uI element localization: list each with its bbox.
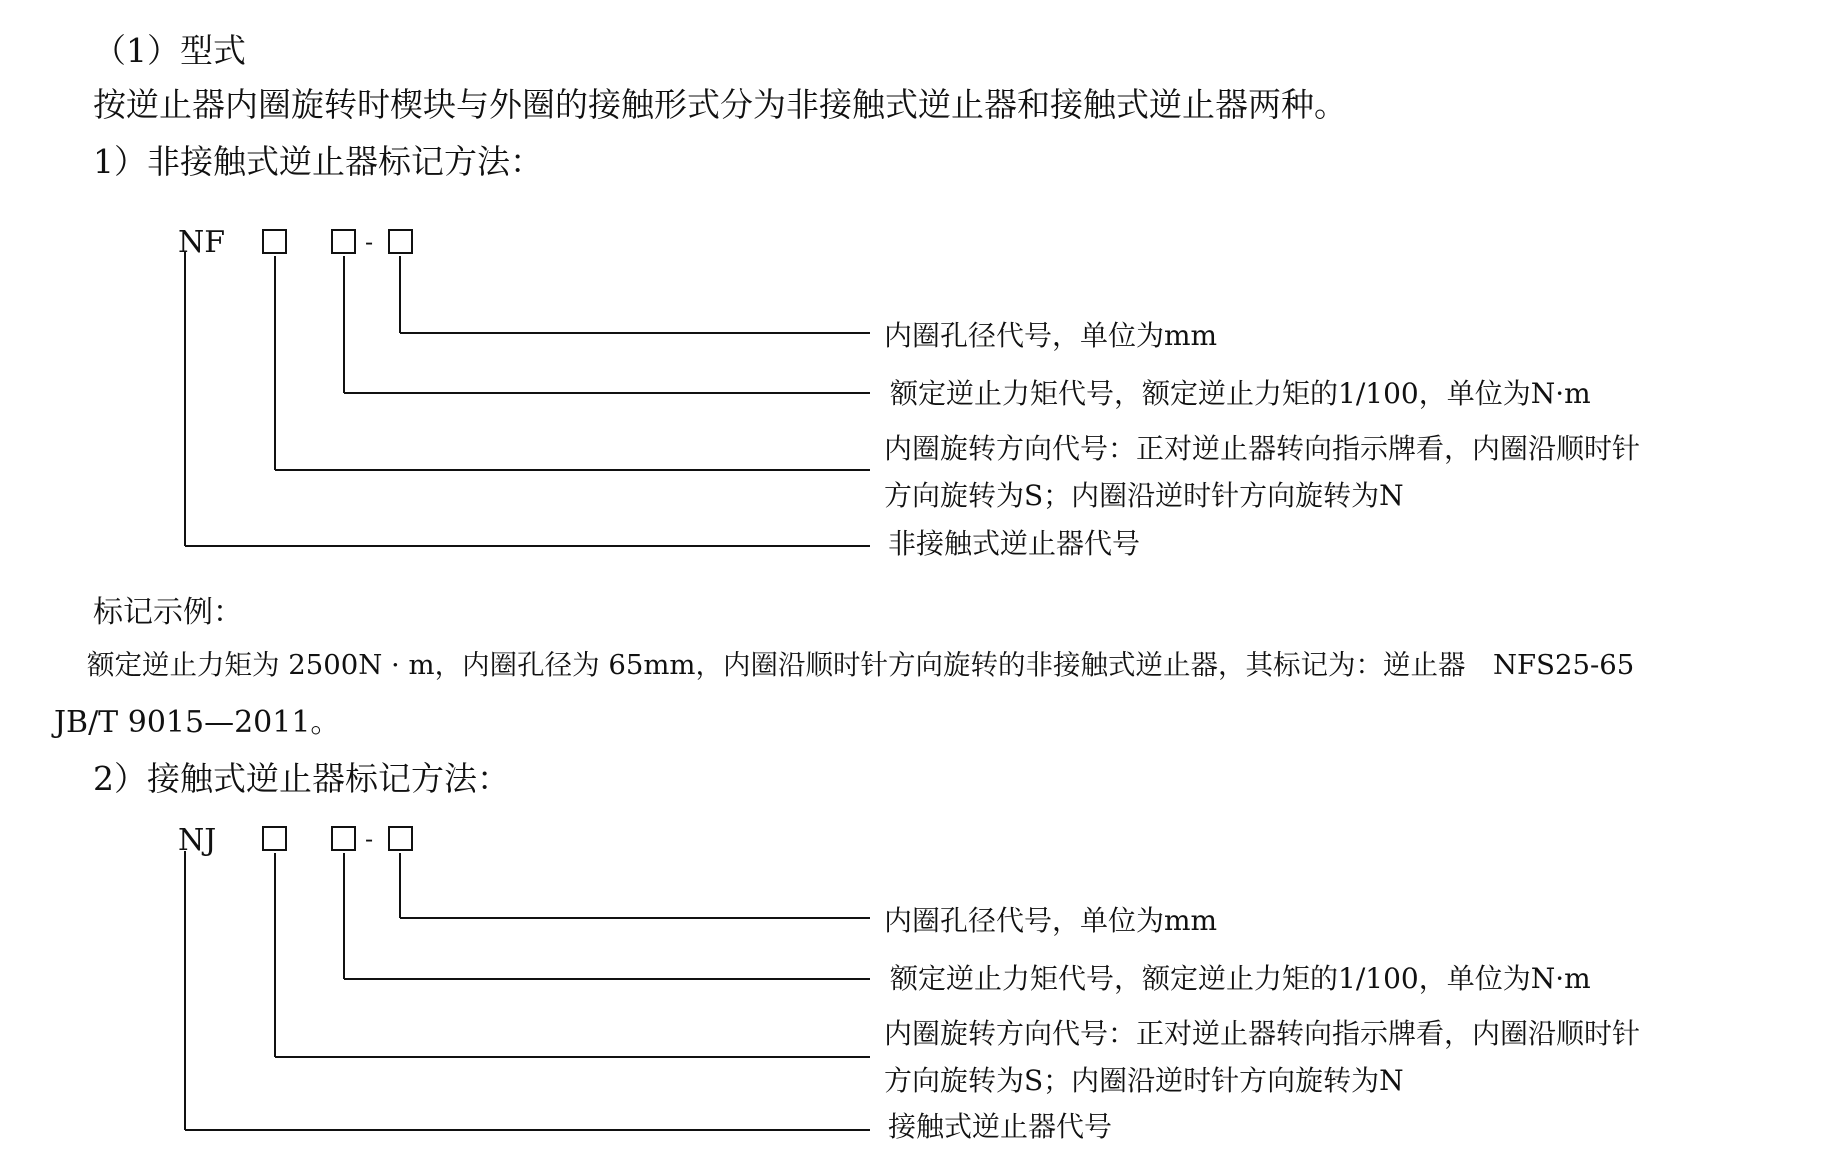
label-rotation-code-line1: 内圈旋转方向代号：正对逆止器转向指示牌看，内圈沿顺时针 (884, 432, 1641, 465)
bore-code-box (388, 826, 413, 851)
label-rotation-code-line2: 方向旋转为S；内圈沿逆时针方向旋转为N (884, 1064, 1404, 1097)
example-line2: JB/T 9015—2011。 (54, 705, 341, 740)
label-bore-code: 内圈孔径代号，单位为mm (884, 904, 1218, 937)
torque-code-box (331, 826, 356, 851)
intro-text: 按逆止器内圈旋转时楔块与外圈的接触形式分为非接触式逆止器和接触式逆止器两种。 (93, 85, 1347, 124)
non-contact-code: NF (178, 225, 226, 260)
label-torque-code: 额定逆止力矩代号，额定逆止力矩的1/100，单位为N·m (890, 377, 1591, 410)
example-heading: 标记示例： (93, 595, 243, 630)
example-line1: 额定逆止力矩为 2500N · m，内圈孔径为 65mm，内圈沿顺时针方向旋转的非接触式逆止器，其标记为：逆止器 NFS25-65 (87, 649, 1635, 681)
label-bore-code: 内圈孔径代号，单位为mm (884, 319, 1218, 352)
code-separator: - (365, 825, 374, 853)
rotation-code-box (262, 826, 287, 851)
label-type-code: 接触式逆止器代号 (888, 1110, 1113, 1143)
code-separator: - (365, 228, 374, 256)
contact-title: 2）接触式逆止器标记方法： (93, 759, 510, 798)
non-contact-title: 1）非接触式逆止器标记方法： (93, 142, 543, 181)
label-rotation-code-line1: 内圈旋转方向代号：正对逆止器转向指示牌看，内圈沿顺时针 (884, 1017, 1641, 1050)
section-heading: （1）型式 (93, 31, 246, 70)
label-type-code: 非接触式逆止器代号 (888, 527, 1141, 560)
label-torque-code: 额定逆止力矩代号，额定逆止力矩的1/100，单位为N·m (890, 962, 1591, 995)
label-rotation-code-line2: 方向旋转为S；内圈沿逆时针方向旋转为N (884, 479, 1404, 512)
contact-code: NJ (178, 823, 217, 858)
